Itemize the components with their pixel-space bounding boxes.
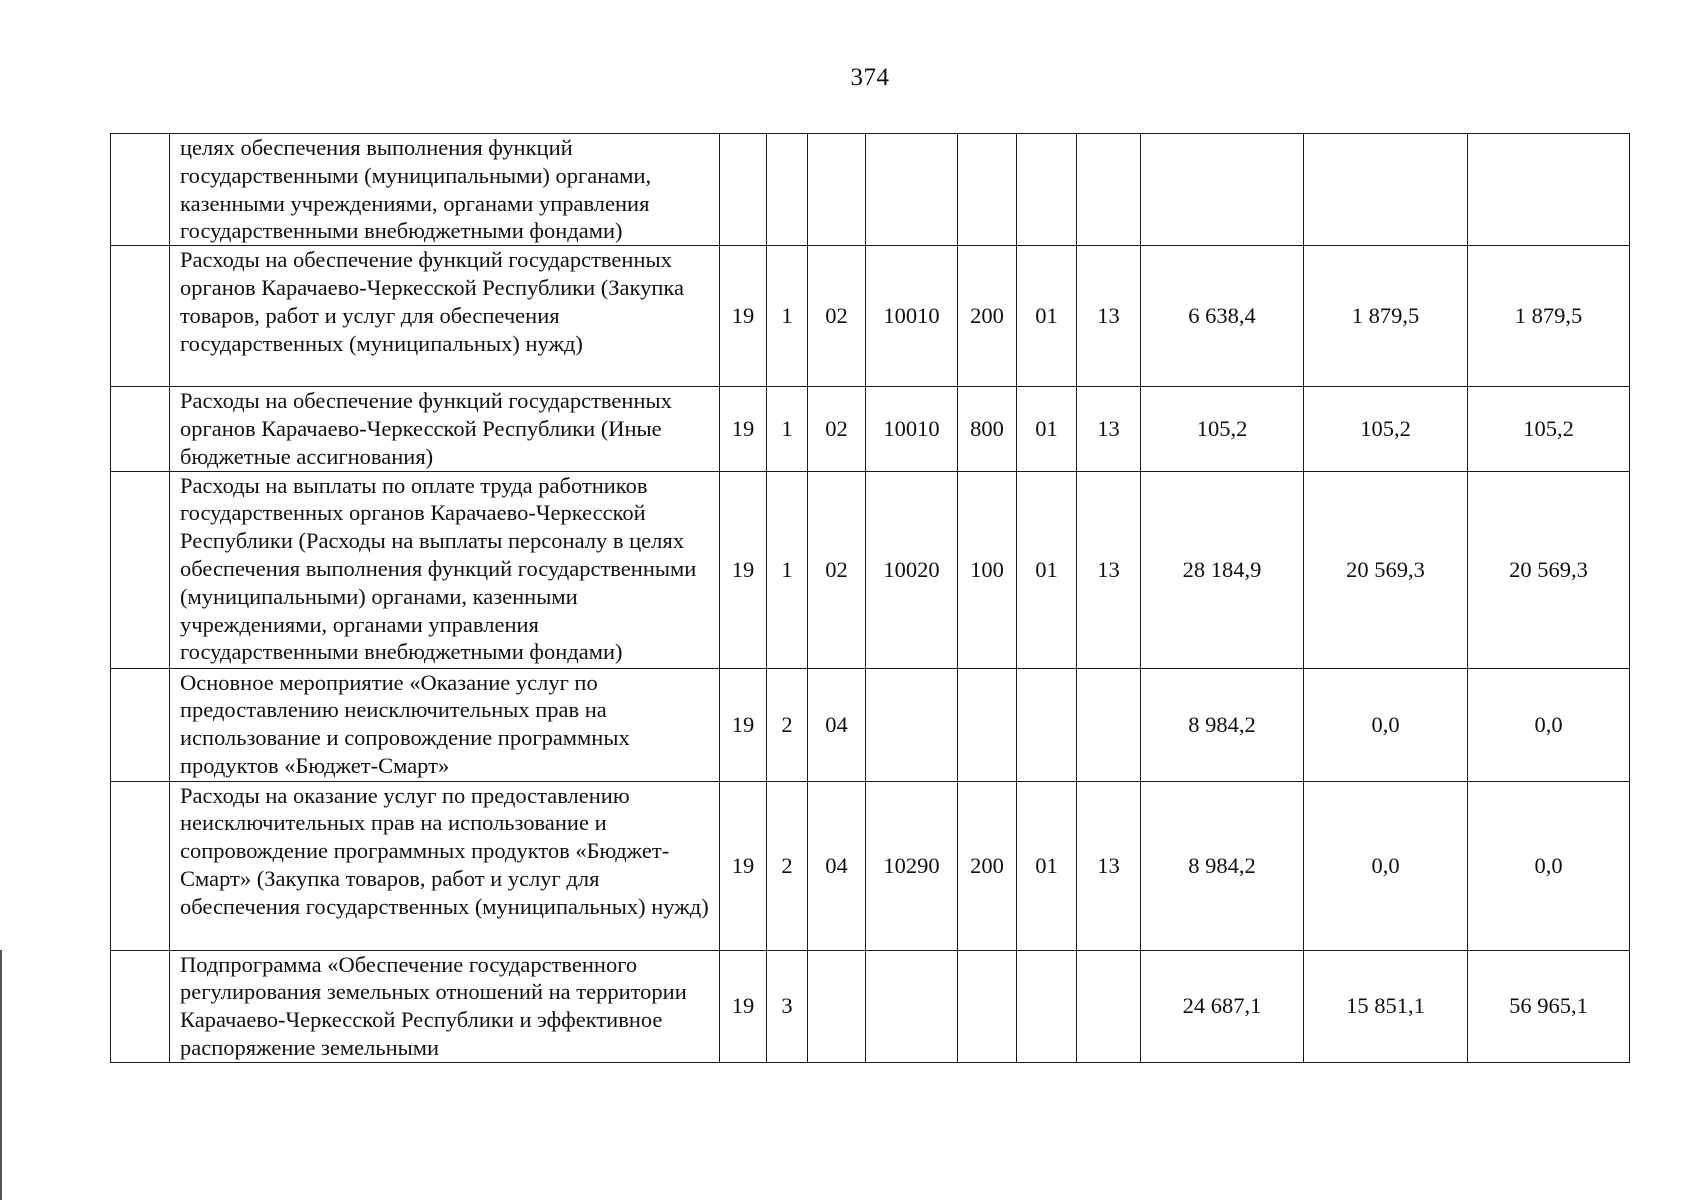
code-cell: 02 [808, 387, 866, 471]
code-cell: 1 [767, 387, 808, 471]
amount-cell: 24 687,1 [1141, 950, 1304, 1062]
code-cell: 10010 [866, 387, 958, 471]
code-cell: 01 [1017, 781, 1077, 950]
code-cell [1017, 950, 1077, 1062]
code-cell: 200 [958, 781, 1017, 950]
code-cell: 19 [720, 950, 767, 1062]
amount-cell: 0,0 [1304, 668, 1468, 781]
amount-cell: 105,2 [1304, 387, 1468, 471]
code-cell [1017, 134, 1077, 246]
table-row [111, 134, 1630, 246]
amount-cell: 1 879,5 [1304, 246, 1468, 387]
amount-cell: 105,2 [1468, 387, 1630, 471]
code-cell: 100 [958, 471, 1017, 668]
code-cell [808, 134, 866, 246]
code-cell [958, 134, 1017, 246]
row-number-cell [111, 668, 170, 781]
code-cell: 04 [808, 781, 866, 950]
code-cell: 10020 [866, 471, 958, 668]
code-cell: 13 [1077, 471, 1141, 668]
code-cell [1017, 668, 1077, 781]
code-cell [767, 134, 808, 246]
amount-cell: 6 638,4 [1141, 246, 1304, 387]
amount-cell: 20 569,3 [1468, 471, 1630, 668]
code-cell: 2 [767, 668, 808, 781]
description-cell: Расходы на обеспечение функций государственных органов Карачаево-Черкесской Республики (Иные бюджетные ассигнования) [170, 387, 720, 471]
code-cell [866, 668, 958, 781]
code-cell [958, 668, 1017, 781]
amount-cell: 8 984,2 [1141, 668, 1304, 781]
code-cell [866, 950, 958, 1062]
table-row [111, 471, 1630, 668]
row-number-cell [111, 950, 170, 1062]
table-row [111, 246, 1630, 387]
amount-cell: 0,0 [1468, 668, 1630, 781]
code-cell: 2 [767, 781, 808, 950]
amount-cell: 105,2 [1141, 387, 1304, 471]
code-cell: 01 [1017, 387, 1077, 471]
code-cell [866, 134, 958, 246]
description-cell: целях обеспечения выполнения функций государственными (муниципальными) органами, казенными учреждениями, органами управления государственными внебюджетными фондами) [170, 134, 720, 246]
code-cell [808, 950, 866, 1062]
description-cell: Расходы на выплаты по оплате труда работников государственных органов Карачаево-Черкесской Республики (Расходы на выплаты персоналу в целях обеспечения выполнения функций государственными (муниципальными) органами, казенными учреждениями, органами управления государственными внебюджетными фондами) [170, 471, 720, 668]
code-cell: 19 [720, 781, 767, 950]
amount-cell [1468, 134, 1630, 246]
code-cell [1077, 134, 1141, 246]
amount-cell [1141, 134, 1304, 246]
code-cell [1077, 668, 1141, 781]
code-cell: 10010 [866, 246, 958, 387]
amount-cell: 8 984,2 [1141, 781, 1304, 950]
code-cell: 02 [808, 471, 866, 668]
code-cell: 04 [808, 668, 866, 781]
amount-cell: 56 965,1 [1468, 950, 1630, 1062]
row-number-cell [111, 387, 170, 471]
description-cell: Расходы на оказание услуг по предоставлению неисключительных прав на использование и сопровождение программных продуктов «Бюджет-Смарт» (Закупка товаров, работ и услуг для обеспечения государственных (муниципальных) нужд) [170, 781, 720, 950]
amount-cell: 1 879,5 [1468, 246, 1630, 387]
code-cell: 01 [1017, 246, 1077, 387]
page-number: 374 [850, 64, 890, 91]
code-cell: 800 [958, 387, 1017, 471]
budget-table [110, 133, 1630, 1063]
amount-cell: 20 569,3 [1304, 471, 1468, 668]
row-number-cell [111, 246, 170, 387]
code-cell [720, 134, 767, 246]
code-cell [1077, 950, 1141, 1062]
row-number-cell [111, 134, 170, 246]
code-cell: 01 [1017, 471, 1077, 668]
amount-cell: 0,0 [1468, 781, 1630, 950]
amount-cell [1304, 134, 1468, 246]
code-cell: 13 [1077, 387, 1141, 471]
table-row [111, 950, 1630, 1062]
description-cell: Основное мероприятие «Оказание услуг по предоставлению неисключительных прав на использование и сопровождение программных продуктов «Бюджет-Смарт» [170, 668, 720, 781]
code-cell: 13 [1077, 246, 1141, 387]
amount-cell: 15 851,1 [1304, 950, 1468, 1062]
table-row [111, 668, 1630, 781]
code-cell: 19 [720, 246, 767, 387]
amount-cell: 28 184,9 [1141, 471, 1304, 668]
description-cell: Подпрограмма «Обеспечение государственного регулирования земельных отношений на территории Карачаево-Черкесской Республики и эффективное распоряжение земельными [170, 950, 720, 1062]
table-row [111, 781, 1630, 950]
description-cell: Расходы на обеспечение функций государственных органов Карачаево-Черкесской Республики (Закупка товаров, работ и услуг для обеспечения государственных (муниципальных) нужд) [170, 246, 720, 387]
code-cell: 200 [958, 246, 1017, 387]
code-cell [958, 950, 1017, 1062]
code-cell: 19 [720, 471, 767, 668]
code-cell: 1 [767, 246, 808, 387]
code-cell: 10290 [866, 781, 958, 950]
scan-edge-line [0, 950, 2, 1200]
code-cell: 02 [808, 246, 866, 387]
code-cell: 1 [767, 471, 808, 668]
row-number-cell [111, 471, 170, 668]
row-number-cell [111, 781, 170, 950]
code-cell: 3 [767, 950, 808, 1062]
table-row [111, 387, 1630, 471]
code-cell: 19 [720, 387, 767, 471]
code-cell: 19 [720, 668, 767, 781]
amount-cell: 0,0 [1304, 781, 1468, 950]
code-cell: 13 [1077, 781, 1141, 950]
